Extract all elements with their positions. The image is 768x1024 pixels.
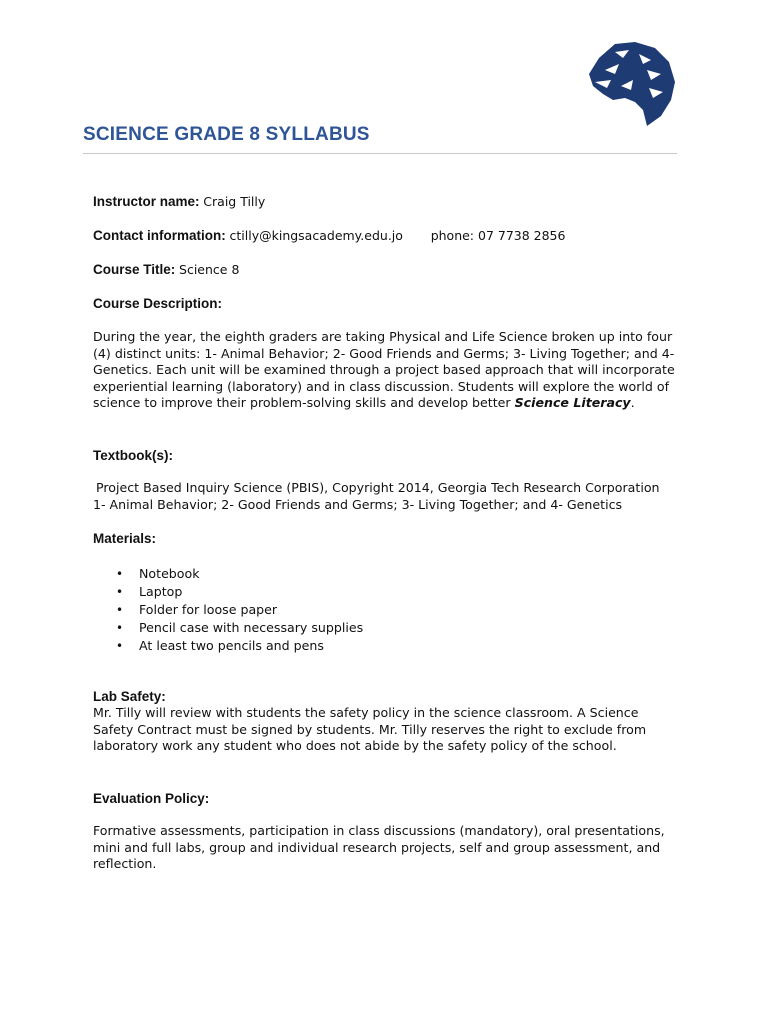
course-title-line xyxy=(93,261,239,278)
course-title-label: Course Title: xyxy=(93,262,176,277)
list-item: • At least two pencils and pens xyxy=(116,638,324,653)
lab-safety-text: Mr. Tilly will review with students the safety policy in the science classroom. A Science Safety Contract must be signed by students. Mr. Tilly reserves the right to exclude from laboratory work any student who does not abide by the safety policy of the school. xyxy=(93,705,647,754)
contact-label: Contact information: xyxy=(93,228,226,243)
bullet-icon: • xyxy=(116,603,124,617)
textbook-line-1: Project Based Inquiry Science (PBIS), Copyright 2014, Georgia Tech Research Corporation xyxy=(96,480,660,495)
bullet-icon: • xyxy=(116,639,124,653)
list-item: • Notebook xyxy=(116,566,200,581)
instructor-line xyxy=(93,193,265,210)
lab-safety-heading: Lab Safety: xyxy=(93,689,166,704)
science-literacy-emphasis: Science Literacy xyxy=(514,395,631,411)
course-description-heading: Course Description: xyxy=(93,296,223,311)
bullet-icon: • xyxy=(116,621,124,635)
evaluation-heading: Evaluation Policy: xyxy=(93,791,210,806)
textbook-line-2: 1- Animal Behavior; 2- Good Friends and Germs; 3- Living Together; and 4- Genetics xyxy=(93,497,623,512)
instructor-value: Craig Tilly xyxy=(203,194,266,209)
contact-email[interactable]: ctilly@kingsacademy.edu.jo xyxy=(229,228,403,243)
lion-head-logo-icon xyxy=(585,40,677,128)
contact-line xyxy=(93,227,565,244)
list-item: • Pencil case with necessary supplies xyxy=(116,620,364,635)
list-item: • Folder for loose paper xyxy=(116,602,278,617)
course-description-text: During the year, the eighth graders are taking Physical and Life Science broken up into four (4) distinct units: 1- Animal Behavior; 2- Good Friends and Germs; 3- Living Together; and 4- Genetics. Each unit will be examined through a project based approach that will incorporate experiential learning (laboratory) and in class discussion. Students will explore the world of science to improve their problem-solving skills and develop better Science Literacy. xyxy=(93,329,675,411)
title-divider xyxy=(83,153,677,154)
evaluation-text: Formative assessments, participation in class discussions (mandatory), oral presentations, mini and full labs, group and individual research projects, self and group assessment, and reflection. xyxy=(93,823,665,872)
textbooks-heading: Textbook(s): xyxy=(93,448,173,463)
bullet-icon: • xyxy=(116,567,124,581)
list-item: • Laptop xyxy=(116,584,183,599)
materials-heading: Materials: xyxy=(93,531,157,546)
page-title: SCIENCE GRADE 8 SYLLABUS xyxy=(83,124,370,145)
contact-phone: phone: 07 7738 2856 xyxy=(430,228,566,243)
course-title-value: Science 8 xyxy=(179,262,240,277)
bullet-icon: • xyxy=(116,585,124,599)
instructor-label: Instructor name: xyxy=(93,194,200,209)
materials-list xyxy=(93,565,363,655)
